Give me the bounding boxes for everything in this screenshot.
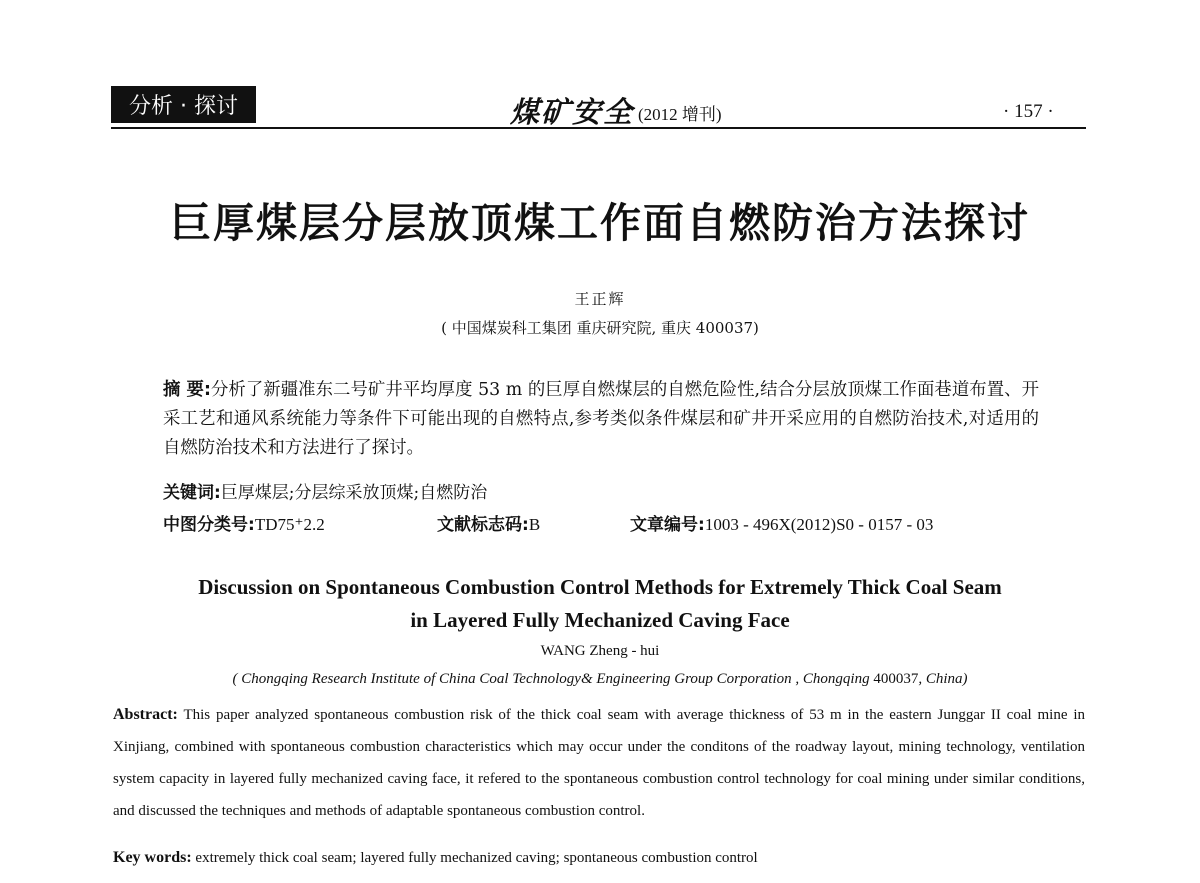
affiliation-en-part2: , China) xyxy=(918,671,968,687)
section-tag: 分析 · 探讨 xyxy=(111,86,256,123)
article-number-label: 文章编号: xyxy=(630,515,705,535)
paper-title-en-line2: in Layered Fully Mechanized Caving Face xyxy=(410,608,790,632)
clc-label: 中图分类号: xyxy=(163,515,255,535)
doc-code xyxy=(437,510,540,535)
article-number-value: 1003 - 496X(2012)S0 - 0157 - 03 xyxy=(704,515,934,534)
keywords-en-label: Key words: xyxy=(113,849,192,866)
journal-name: 煤矿安全 xyxy=(510,95,635,129)
keywords-en-text: extremely thick coal seam; layered fully mechanized caving; spontaneous combustion control xyxy=(195,850,758,866)
journal-issue: (2012 增刊) xyxy=(638,105,722,124)
doc-code-label: 文献标志码: xyxy=(437,515,529,535)
clc-value: TD75⁺2.2 xyxy=(254,515,325,534)
author-cn: 王正辉 xyxy=(574,290,626,308)
abstract-en-label: Abstract: xyxy=(113,706,178,723)
header-divider xyxy=(111,127,1086,129)
keywords-en xyxy=(113,849,758,867)
abstract-cn xyxy=(163,376,1039,463)
doc-code-value: B xyxy=(528,515,541,534)
keywords-cn-label: 关键词: xyxy=(163,483,221,503)
affiliation-cn: ( 中国煤炭科工集团 重庆研究院, 重庆 400037) xyxy=(441,319,759,337)
paper-title-en-line1: Discussion on Spontaneous Combustion Control Methods for Extremely Thick Coal Seam xyxy=(198,575,1002,599)
article-number xyxy=(630,510,933,535)
affiliation-en-postcode: 400037 xyxy=(873,671,919,687)
affiliation-en xyxy=(0,671,1200,688)
affiliation-en-part1: ( Chongqing Research Institute of China Coal Technology& Engineering Group Corporation , Chongqing xyxy=(232,671,870,687)
author-en: WANG Zheng - hui xyxy=(540,643,660,659)
paper-title-cn: 巨厚煤层分层放顶煤工作面自燃防治方法探讨 xyxy=(170,199,1030,247)
keywords-cn-text: 巨厚煤层;分层综采放顶煤;自燃防治 xyxy=(220,483,488,503)
abstract-cn-label: 摘 要: xyxy=(163,380,211,400)
abstract-en-text: This paper analyzed spontaneous combustion risk of the thick coal seam with average thickness of 53 m in the eastern Junggar II coal mine in Xinjiang, combined with spontaneous combustion characteristics which may occur under the conditons of the roadway layout, mining technology, ventilation system capacity in layered fully mechanized caving face, it refered to the spontaneous combustion control technology for coal mining under similar conditions, and discussed the techniques and methods of adaptable spontaneous combustion control. xyxy=(113,707,1086,819)
clc-number xyxy=(163,510,325,535)
abstract-cn-text: 分析了新疆准东二号矿井平均厚度 53 m 的巨厚自燃煤层的自燃危险性,结合分层放顶煤工作面巷道布置、开采工艺和通风系统能力等条件下可能出现的自燃特点,参考类似条件煤层和矿井开采应用的自燃防治技术,对适用的自燃防治技术和方法进行了探讨。 xyxy=(163,380,1039,458)
keywords-cn xyxy=(163,478,487,503)
page-number: · 157 · xyxy=(1003,101,1054,122)
abstract-en xyxy=(113,699,1085,827)
